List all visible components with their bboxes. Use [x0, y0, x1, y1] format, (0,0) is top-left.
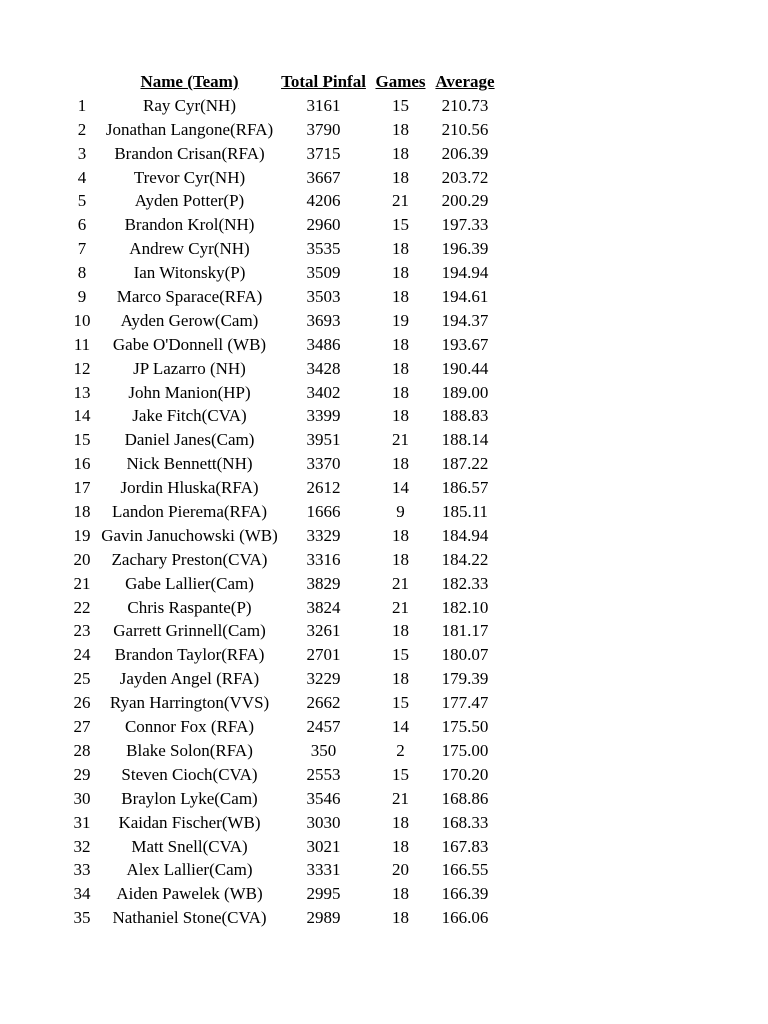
- rank-cell: 21: [73, 573, 91, 593]
- table-row: [0, 118, 768, 142]
- rank-cell: 19: [73, 525, 91, 545]
- rank-cell: 17: [73, 478, 91, 498]
- rank-cell: 20: [73, 549, 91, 569]
- average-cell: 175.50: [441, 717, 489, 737]
- average-cell: 197.33: [441, 215, 489, 235]
- average-cell: 166.55: [441, 860, 489, 880]
- table-row: [0, 643, 768, 667]
- total-pinfall-cell: 3715: [306, 143, 341, 163]
- rank-cell: 8: [77, 263, 87, 283]
- name-cell: Zachary Preston(CVA): [111, 549, 268, 569]
- total-pinfall-cell: 3790: [306, 119, 341, 139]
- average-cell: 175.00: [441, 740, 489, 760]
- total-pinfall-cell: 3428: [306, 358, 341, 378]
- rank-cell: 3: [77, 143, 87, 163]
- name-cell: Jordin Hluska(RFA): [120, 478, 259, 498]
- total-pinfall-cell: 3546: [306, 788, 341, 808]
- total-pinfall-cell: 3316: [306, 549, 341, 569]
- table-body: [0, 94, 768, 930]
- table-row: [0, 787, 768, 811]
- table-row: [0, 524, 768, 548]
- total-pinfall-cell: 4206: [306, 191, 341, 211]
- average-cell: 182.33: [441, 573, 489, 593]
- games-cell: 18: [392, 406, 409, 426]
- name-cell: Braylon Lyke(Cam): [121, 788, 258, 808]
- games-cell: 18: [392, 287, 409, 307]
- total-pinfall-cell: 3829: [306, 573, 341, 593]
- rank-cell: 11: [73, 334, 91, 354]
- total-pinfall-cell: 3021: [306, 836, 341, 856]
- name-cell: Ayden Potter(P): [134, 191, 245, 211]
- average-cell: 180.07: [441, 645, 489, 665]
- average-cell: 206.39: [441, 143, 489, 163]
- table-row: [0, 237, 768, 261]
- name-cell: Landon Pierema(RFA): [111, 502, 267, 522]
- name-cell: JP Lazarro (NH): [133, 358, 246, 378]
- total-pinfall-cell: 350: [310, 740, 337, 760]
- name-cell: Ray Cyr(NH): [142, 95, 236, 115]
- average-cell: 166.39: [441, 884, 489, 904]
- total-pinfall-cell: 3535: [306, 239, 341, 259]
- table-row: [0, 763, 768, 787]
- table-row: [0, 166, 768, 190]
- name-cell: Gavin Januchowski (WB): [101, 525, 278, 545]
- games-cell: 18: [392, 549, 409, 569]
- games-cell: 20: [392, 860, 409, 880]
- rank-cell: 15: [73, 430, 91, 450]
- total-pinfall-cell: 3399: [306, 406, 341, 426]
- average-cell: 193.67: [441, 334, 489, 354]
- total-pinfall-cell: 3161: [306, 95, 341, 115]
- table-row: [0, 94, 768, 118]
- total-pinfall-cell: 3509: [306, 263, 341, 283]
- name-cell: Jayden Angel (RFA): [119, 669, 260, 689]
- table-row: [0, 476, 768, 500]
- header-games: Games: [375, 72, 426, 91]
- table-row: [0, 213, 768, 237]
- games-cell: 21: [392, 573, 409, 593]
- name-cell: Nathaniel Stone(CVA): [112, 908, 267, 928]
- total-pinfall-cell: 3824: [306, 597, 341, 617]
- total-pinfall-cell: 3331: [306, 860, 341, 880]
- games-cell: 9: [396, 502, 405, 522]
- table-row: [0, 596, 768, 620]
- games-cell: 15: [392, 645, 409, 665]
- rank-cell: 34: [73, 884, 91, 904]
- games-cell: 15: [392, 95, 409, 115]
- total-pinfall-cell: 3229: [306, 669, 341, 689]
- rank-cell: 5: [77, 191, 87, 211]
- table-row: [0, 500, 768, 524]
- games-cell: 18: [392, 239, 409, 259]
- average-cell: 185.11: [441, 502, 489, 522]
- name-cell: Trevor Cyr(NH): [133, 167, 246, 187]
- name-cell: Connor Fox (RFA): [124, 717, 255, 737]
- table-row: [0, 404, 768, 428]
- name-cell: John Manion(HP): [128, 382, 251, 402]
- games-cell: 18: [392, 812, 409, 832]
- games-cell: 15: [392, 693, 409, 713]
- total-pinfall-cell: 3667: [306, 167, 341, 187]
- games-cell: 15: [392, 764, 409, 784]
- games-cell: 18: [392, 669, 409, 689]
- average-cell: 187.22: [441, 454, 489, 474]
- table-row: [0, 333, 768, 357]
- name-cell: Nick Bennett(NH): [126, 454, 253, 474]
- average-cell: 179.39: [441, 669, 489, 689]
- total-pinfall-cell: 2960: [306, 215, 341, 235]
- total-pinfall-cell: 2662: [306, 693, 341, 713]
- average-cell: 186.57: [441, 478, 489, 498]
- table-row: [0, 428, 768, 452]
- total-pinfall-cell: 2989: [306, 908, 341, 928]
- table-row: [0, 858, 768, 882]
- name-cell: Marco Sparace(RFA): [116, 287, 263, 307]
- rank-cell: 35: [73, 908, 91, 928]
- total-pinfall-cell: 2457: [306, 717, 341, 737]
- table-row: [0, 309, 768, 333]
- rank-cell: 25: [73, 669, 91, 689]
- table-row: [0, 189, 768, 213]
- games-cell: 21: [392, 597, 409, 617]
- table-row: [0, 357, 768, 381]
- total-pinfall-cell: 3030: [306, 812, 341, 832]
- average-cell: 184.94: [441, 525, 489, 545]
- average-cell: 167.83: [441, 836, 489, 856]
- games-cell: 18: [392, 358, 409, 378]
- games-cell: 18: [392, 263, 409, 283]
- average-cell: 196.39: [441, 239, 489, 259]
- rank-cell: 4: [77, 167, 87, 187]
- name-cell: Gabe Lallier(Cam): [125, 573, 254, 593]
- games-cell: 14: [392, 717, 409, 737]
- rank-cell: 28: [73, 740, 91, 760]
- total-pinfall-cell: 3402: [306, 382, 341, 402]
- rank-cell: 24: [73, 645, 91, 665]
- average-cell: 203.72: [441, 167, 489, 187]
- rank-cell: 7: [77, 239, 87, 259]
- name-cell: Garrett Grinnell(Cam): [113, 621, 266, 641]
- table-row: [0, 381, 768, 405]
- rank-cell: 23: [73, 621, 91, 641]
- table-row: [0, 835, 768, 859]
- games-cell: 18: [392, 621, 409, 641]
- name-cell: Kaidan Fischer(WB): [118, 812, 261, 832]
- name-cell: Brandon Krol(NH): [124, 215, 255, 235]
- rank-cell: 1: [77, 95, 87, 115]
- name-cell: Ian Witonsky(P): [133, 263, 246, 283]
- rank-cell: 18: [73, 502, 91, 522]
- name-cell: Jonathan Langone(RFA): [105, 119, 274, 139]
- total-pinfall-cell: 3503: [306, 287, 341, 307]
- total-pinfall-cell: 3486: [306, 334, 341, 354]
- standings-sheet: [0, 70, 768, 930]
- header-rank: [64, 70, 100, 94]
- table-row: [0, 261, 768, 285]
- average-cell: 181.17: [441, 621, 489, 641]
- total-pinfall-cell: 3329: [306, 525, 341, 545]
- name-cell: Brandon Crisan(RFA): [114, 143, 265, 163]
- rank-cell: 9: [77, 287, 87, 307]
- table-row: [0, 548, 768, 572]
- rank-cell: 13: [73, 382, 91, 402]
- games-cell: 2: [396, 740, 405, 760]
- table-row: [0, 739, 768, 763]
- average-cell: 210.73: [441, 95, 489, 115]
- rank-cell: 16: [73, 454, 91, 474]
- total-pinfall-cell: 2995: [306, 884, 341, 904]
- table-row: [0, 715, 768, 739]
- average-cell: 200.29: [441, 191, 489, 211]
- average-cell: 189.00: [441, 382, 489, 402]
- name-cell: Jake Fitch(CVA): [132, 406, 247, 426]
- table-row: [0, 142, 768, 166]
- total-pinfall-cell: 1666: [306, 502, 341, 522]
- table-row: [0, 452, 768, 476]
- games-cell: 19: [392, 310, 409, 330]
- average-cell: 166.06: [441, 908, 489, 928]
- rank-cell: 30: [73, 788, 91, 808]
- header-row: [0, 70, 768, 94]
- name-cell: Ryan Harrington(VVS): [109, 693, 270, 713]
- games-cell: 18: [392, 167, 409, 187]
- average-cell: 194.61: [441, 287, 489, 307]
- total-pinfall-cell: 2553: [306, 764, 341, 784]
- name-cell: Brandon Taylor(RFA): [114, 645, 265, 665]
- table-row: [0, 667, 768, 691]
- name-cell: Aiden Pawelek (WB): [116, 884, 263, 904]
- games-cell: 18: [392, 525, 409, 545]
- table-row: [0, 619, 768, 643]
- rank-cell: 10: [73, 310, 91, 330]
- name-cell: Matt Snell(CVA): [131, 836, 248, 856]
- average-cell: 190.44: [441, 358, 489, 378]
- games-cell: 18: [392, 908, 409, 928]
- games-cell: 18: [392, 836, 409, 856]
- table-row: [0, 906, 768, 930]
- name-cell: Steven Cioch(CVA): [121, 764, 258, 784]
- name-cell: Ayden Gerow(Cam): [120, 310, 259, 330]
- rank-cell: 6: [77, 215, 87, 235]
- games-cell: 18: [392, 454, 409, 474]
- average-cell: 170.20: [441, 764, 489, 784]
- rank-cell: 27: [73, 717, 91, 737]
- rank-cell: 31: [73, 812, 91, 832]
- games-cell: 21: [392, 430, 409, 450]
- name-cell: Andrew Cyr(NH): [129, 239, 250, 259]
- name-cell: Alex Lallier(Cam): [126, 860, 253, 880]
- average-cell: 188.83: [441, 406, 489, 426]
- average-cell: 168.33: [441, 812, 489, 832]
- average-cell: 210.56: [441, 119, 489, 139]
- average-cell: 182.10: [441, 597, 489, 617]
- games-cell: 21: [392, 788, 409, 808]
- average-cell: 177.47: [441, 693, 489, 713]
- games-cell: 18: [392, 334, 409, 354]
- average-cell: 194.94: [441, 263, 489, 283]
- rank-cell: 12: [73, 358, 91, 378]
- total-pinfall-cell: 3693: [306, 310, 341, 330]
- games-cell: 21: [392, 191, 409, 211]
- table-row: [0, 882, 768, 906]
- table-row: [0, 691, 768, 715]
- games-cell: 14: [392, 478, 409, 498]
- average-cell: 184.22: [441, 549, 489, 569]
- total-pinfall-cell: 2612: [306, 478, 341, 498]
- rank-cell: 26: [73, 693, 91, 713]
- header-name: Name (Team): [140, 72, 239, 91]
- header-total-pinfall: Total Pinfal: [281, 72, 366, 91]
- name-cell: Gabe O'Donnell (WB): [112, 334, 267, 354]
- name-cell: Blake Solon(RFA): [126, 740, 253, 760]
- total-pinfall-cell: 3370: [306, 454, 341, 474]
- rank-cell: 14: [73, 406, 91, 426]
- rank-cell: 33: [73, 860, 91, 880]
- table-row: [0, 572, 768, 596]
- rank-cell: 29: [73, 764, 91, 784]
- name-cell: Daniel Janes(Cam): [124, 430, 255, 450]
- games-cell: 15: [392, 215, 409, 235]
- average-cell: 188.14: [441, 430, 489, 450]
- table-row: [0, 811, 768, 835]
- rank-cell: 2: [77, 119, 87, 139]
- total-pinfall-cell: 2701: [306, 645, 341, 665]
- average-cell: 194.37: [441, 310, 489, 330]
- rank-cell: 32: [73, 836, 91, 856]
- games-cell: 18: [392, 119, 409, 139]
- games-cell: 18: [392, 884, 409, 904]
- average-cell: 168.86: [441, 788, 489, 808]
- games-cell: 18: [392, 382, 409, 402]
- header-average: Average: [435, 72, 495, 91]
- name-cell: Chris Raspante(P): [127, 597, 252, 617]
- rank-cell: 22: [73, 597, 91, 617]
- total-pinfall-cell: 3951: [306, 430, 341, 450]
- total-pinfall-cell: 3261: [306, 621, 341, 641]
- table-row: [0, 285, 768, 309]
- games-cell: 18: [392, 143, 409, 163]
